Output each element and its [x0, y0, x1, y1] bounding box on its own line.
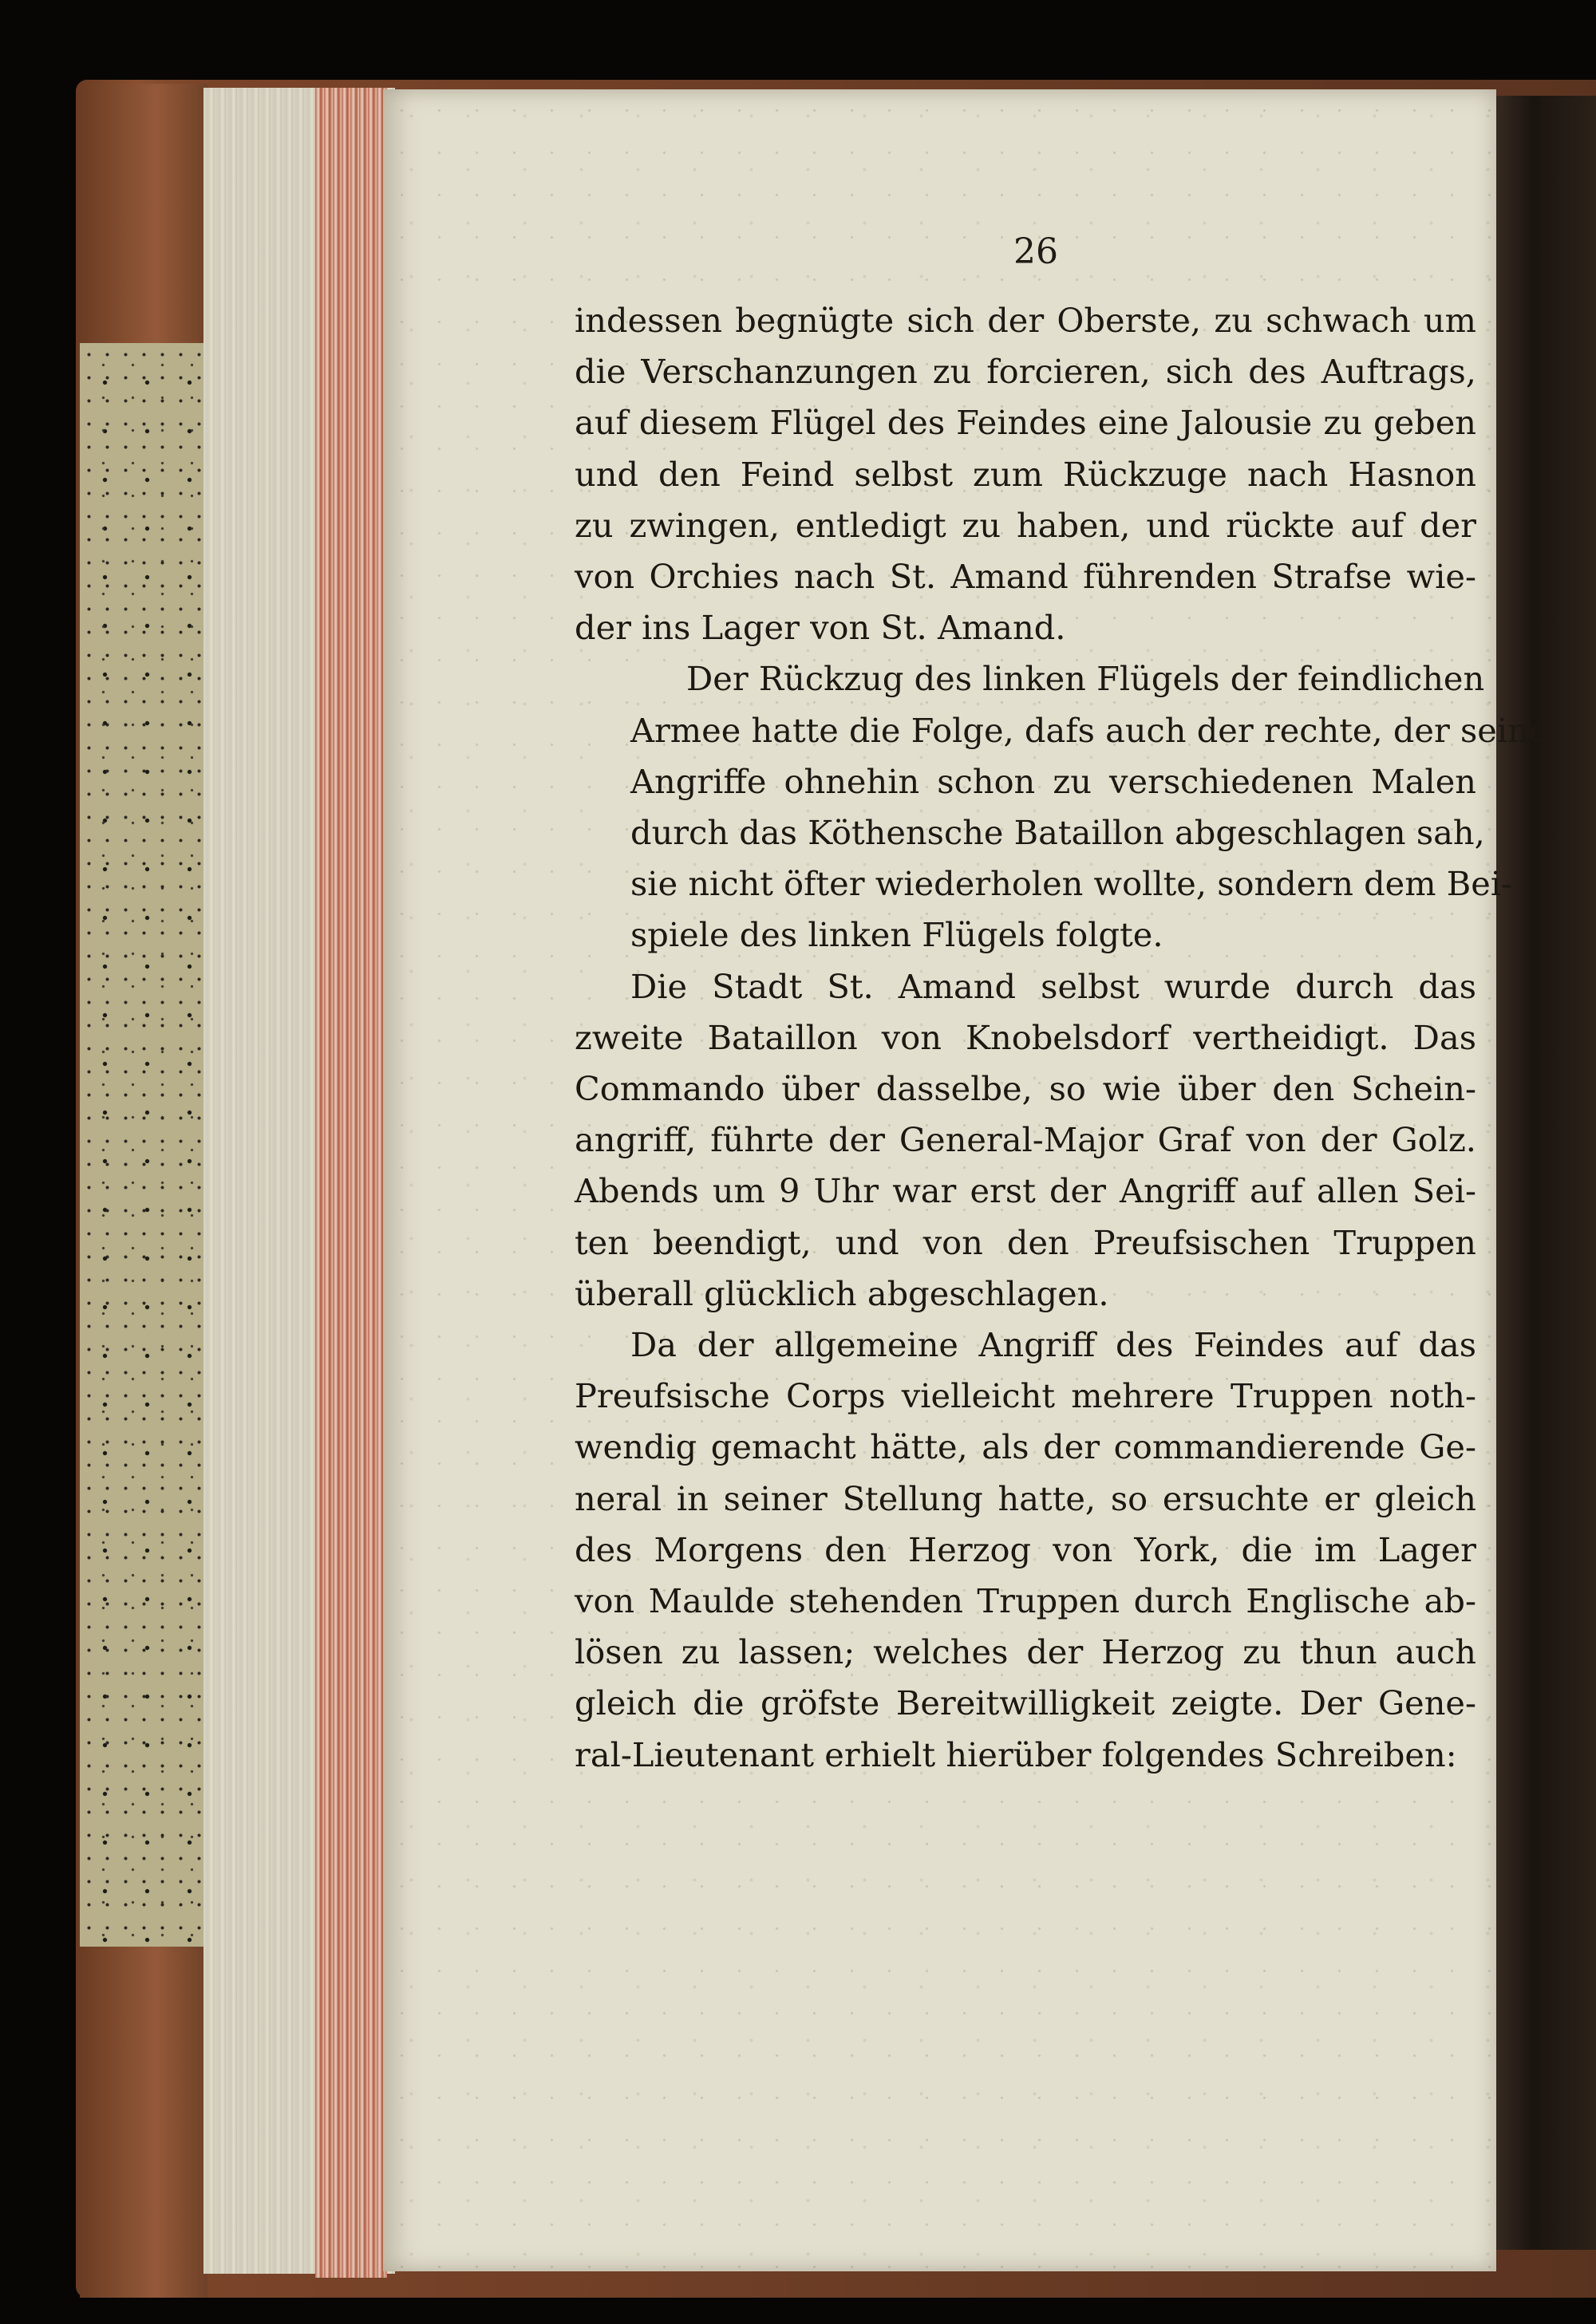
text-line: Commando über dasselbe, so wie über den Schein-: [575, 1069, 1476, 1109]
text-line: Armee hatte die Folge, dafs auch der rechte, der seine: [630, 710, 1549, 750]
spine-leather-top: [80, 84, 207, 347]
text-line: angriff, führte der General-Major Graf von der Golz.: [575, 1120, 1476, 1160]
paragraph-2: [575, 653, 1549, 961]
text-line: gleich die gröfste Bereitwilligkeit zeigte. Der Gene-: [575, 1683, 1476, 1723]
text-line: sie nicht öfter wiederholen wollte, sondern dem Bei-: [630, 864, 1513, 904]
text-line: Die Stadt St. Amand selbst wurde durch das: [630, 966, 1476, 1006]
page-number: 26: [1013, 231, 1058, 272]
text-line: überall glücklich abgeschlagen.: [575, 1273, 1109, 1313]
text-line: durch das Köthensche Bataillon abgeschlagen sah,: [630, 813, 1485, 853]
text-line: von Orchies nach St. Amand führenden Strafse wie-: [575, 557, 1476, 597]
text-line: zweite Bataillon von Knobelsdorf vertheidigt. Das: [575, 1017, 1476, 1057]
text-line: der ins Lager von St. Amand.: [575, 608, 1066, 648]
marbled-cover: [80, 343, 207, 1955]
text-line: und den Feind selbst zum Rückzuge nach Hasnon: [575, 454, 1476, 494]
paragraph-3: [575, 961, 1476, 1320]
text-line: auf diesem Flügel des Feindes eine Jalousie zu geben: [575, 403, 1476, 443]
text-line: Preufsische Corps vielleicht mehrere Truppen noth-: [575, 1376, 1476, 1416]
text-line: lösen zu lassen; welches der Herzog zu thun auch: [575, 1632, 1476, 1672]
text-line: neral in seiner Stellung hatte, so ersuchte er gleich: [575, 1478, 1476, 1518]
page-text: [575, 295, 1549, 1781]
text-line: die Verschanzungen zu forcieren, sich des Auftrags,: [575, 352, 1476, 392]
text-line: wendig gemacht hätte, als der commandierende Ge-: [575, 1427, 1476, 1467]
text-line: ten beendigt, und von den Preufsischen Truppen: [575, 1222, 1476, 1262]
paragraph-1: [575, 295, 1476, 653]
spine-leather-bottom: [80, 1947, 207, 2298]
text-line: Der Rückzug des linken Flügels der feindlichen: [686, 659, 1485, 699]
text-line: Abends um 9 Uhr war erst der Angriff auf allen Sei-: [575, 1171, 1476, 1211]
text-line: indessen begnügte sich der Oberste, zu schwach um: [575, 301, 1476, 340]
text-line: ral-Lieutenant erhielt hierüber folgendes Schreiben:: [575, 1734, 1457, 1774]
text-line: zu zwingen, entledigt zu haben, und rückte auf der: [575, 505, 1476, 545]
facing-page-shadow: [1491, 96, 1596, 2250]
paragraph-4: [575, 1320, 1476, 1781]
text-line: spiele des linken Flügels folgte.: [630, 915, 1163, 955]
text-line: Da der allgemeine Angriff des Feindes auf das: [630, 1325, 1476, 1365]
text-line: des Morgens den Herzog von York, die im Lager: [575, 1529, 1476, 1569]
page-edges-red: [315, 88, 387, 2278]
text-line: von Maulde stehenden Truppen durch Englische ab-: [575, 1581, 1476, 1621]
text-line: Angriffe ohnehin schon zu verschiedenen Malen: [630, 761, 1476, 801]
